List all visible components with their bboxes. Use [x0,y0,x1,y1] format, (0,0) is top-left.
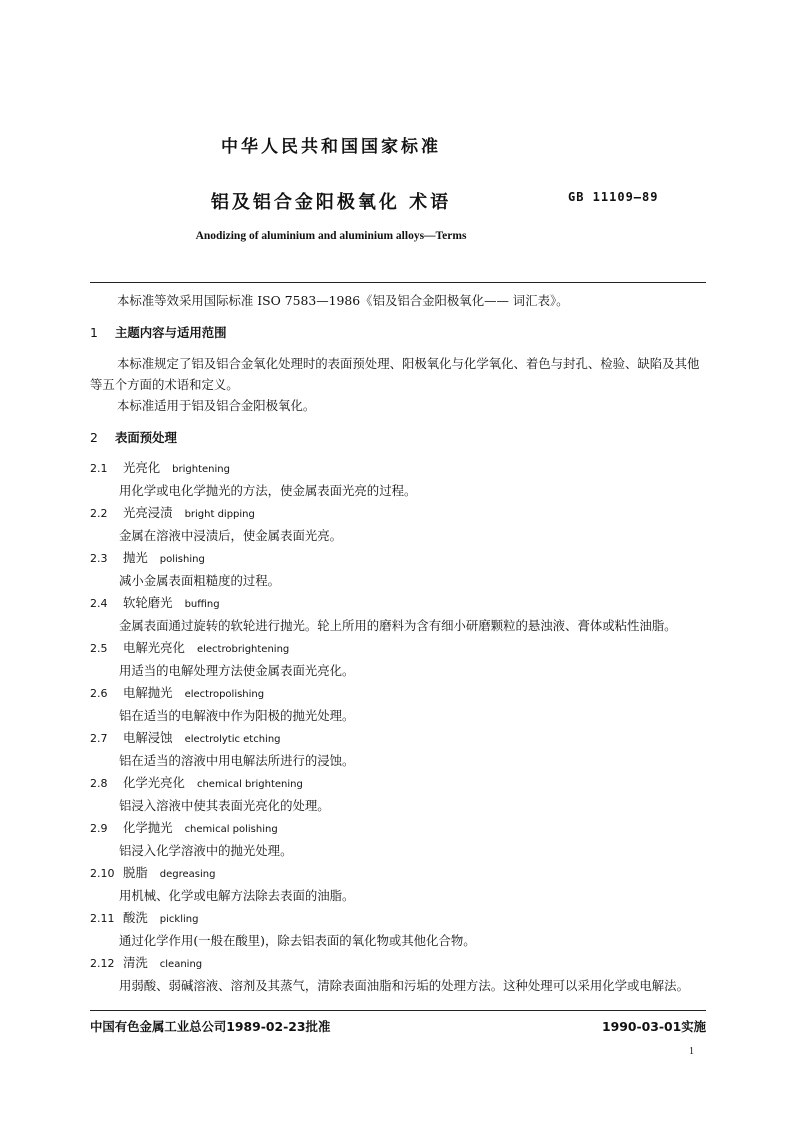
term-definition: 通过化学作用(一般在酸里)，除去铝表面的氧化物或其他化合物。 [119,933,476,948]
term-definition: 金属在溶液中浸渍后，使金属表面光亮。 [119,528,343,543]
term-chinese: 脱脂 [123,865,148,880]
term-english: pickling [159,914,199,925]
term-definition: 铝浸入化学溶液中的抛光处理。 [119,843,293,858]
term-chinese: 抛光 [123,550,148,565]
term-chinese: 电解浸蚀 [123,730,173,745]
section-number: 1 [90,325,98,340]
term-english: chemical polishing [184,824,278,835]
term-heading [90,728,706,750]
national-standard-heading: 中华人民共和国国家标准 [221,137,441,157]
section-title: 主题内容与适用范围 [115,325,227,340]
term-number: 2.1 [90,462,108,475]
section-1-paragraph: 本标准规定了铝及铝合金氧化处理时的表面预处理、阳极氧化与化学氧化、着色与封孔、检验、缺陷及其他等五个方面的术语和定义。 [90,356,700,392]
term-heading [90,908,706,930]
term-number: 2.5 [90,642,108,655]
term-english: chemical brightening [196,779,303,790]
term-english: electropolishing [184,689,265,700]
term-heading [90,953,706,975]
section-1-paragraph: 本标准适用于铝及铝合金阳极氧化。 [117,398,316,413]
term-english: brightening [172,464,230,475]
bottom-divider [90,1010,706,1011]
term-english: bright dipping [184,509,255,520]
approval-line: 中国有色金属工业总公司1989-02-23批准 [90,1019,331,1034]
term-number: 2.8 [90,777,108,790]
top-divider [90,282,706,283]
page-number: 1 [689,1046,694,1057]
term-chinese: 电解抛光 [123,685,173,700]
term-definition: 用弱酸、弱碱溶液、溶剂及其蒸气，清除表面油脂和污垢的处理方法。这种处理可以采用化学或电解法。 [119,978,689,993]
term-chinese: 软轮磨光 [123,595,173,610]
term-number: 2.10 [90,867,115,880]
term-heading [90,503,706,525]
section-number: 2 [90,430,98,445]
term-number: 2.3 [90,552,108,565]
term-chinese: 化学抛光 [123,820,173,835]
term-english: buffing [184,599,220,610]
term-chinese: 化学光亮化 [123,775,185,790]
term-heading [90,683,706,705]
term-heading [90,593,706,615]
term-number: 2.12 [90,957,115,970]
document-body [90,290,706,996]
term-number: 2.6 [90,687,108,700]
section-1-heading [90,324,706,342]
term-definition: 铝浸入溶液中使其表面光亮化的处理。 [119,798,330,813]
term-heading [90,818,706,840]
term-chinese: 光亮化 [123,460,161,475]
term-number: 2.4 [90,597,108,610]
term-english: polishing [159,554,205,565]
intro-paragraph: 本标准等效采用国际标准 ISO 7583—1986《铝及铝合金阳极氧化—— 词汇表》。 [117,293,569,308]
term-heading [90,773,706,795]
term-heading [90,548,706,570]
standard-number: GB 11109—89 [568,190,659,204]
term-definition: 金属表面通过旋转的软轮进行抛光。轮上所用的磨料为含有细小研磨颗粒的悬浊液、膏体或粘性油脂。 [119,618,677,633]
term-number: 2.7 [90,732,108,745]
term-heading [90,638,706,660]
term-english: electrolytic etching [184,734,281,745]
term-english: cleaning [159,959,203,970]
section-title: 表面预处理 [115,430,177,445]
term-chinese: 光亮浸渍 [123,505,173,520]
term-definition: 用化学或电化学抛光的方法，使金属表面光亮的过程。 [119,483,417,498]
term-number: 2.2 [90,507,108,520]
term-number: 2.11 [90,912,115,925]
section-2-heading [90,429,706,447]
implementation-date: 1990-03-01实施 [601,1019,706,1034]
term-chinese: 酸洗 [123,910,148,925]
term-number: 2.9 [90,822,108,835]
term-chinese: 清洗 [123,955,148,970]
term-heading [90,863,706,885]
term-chinese: 电解光亮化 [123,640,185,655]
term-definition: 铝在适当的溶液中用电解法所进行的浸蚀。 [119,753,355,768]
term-list [90,458,706,996]
document-title: 铝及铝合金阳极氧化 术语 [210,192,452,213]
term-definition: 铝在适当的电解液中作为阳极的抛光处理。 [119,708,355,723]
term-english: degreasing [159,869,216,880]
term-english: electrobrightening [196,644,290,655]
term-definition: 减小金属表面粗糙度的过程。 [119,573,281,588]
term-definition: 用适当的电解处理方法使金属表面光亮化。 [119,663,355,678]
term-heading [90,458,706,480]
term-definition: 用机械、化学或电解方法除去表面的油脂。 [119,888,355,903]
english-title: Anodizing of aluminium and aluminium alloys—Terms [195,230,467,242]
